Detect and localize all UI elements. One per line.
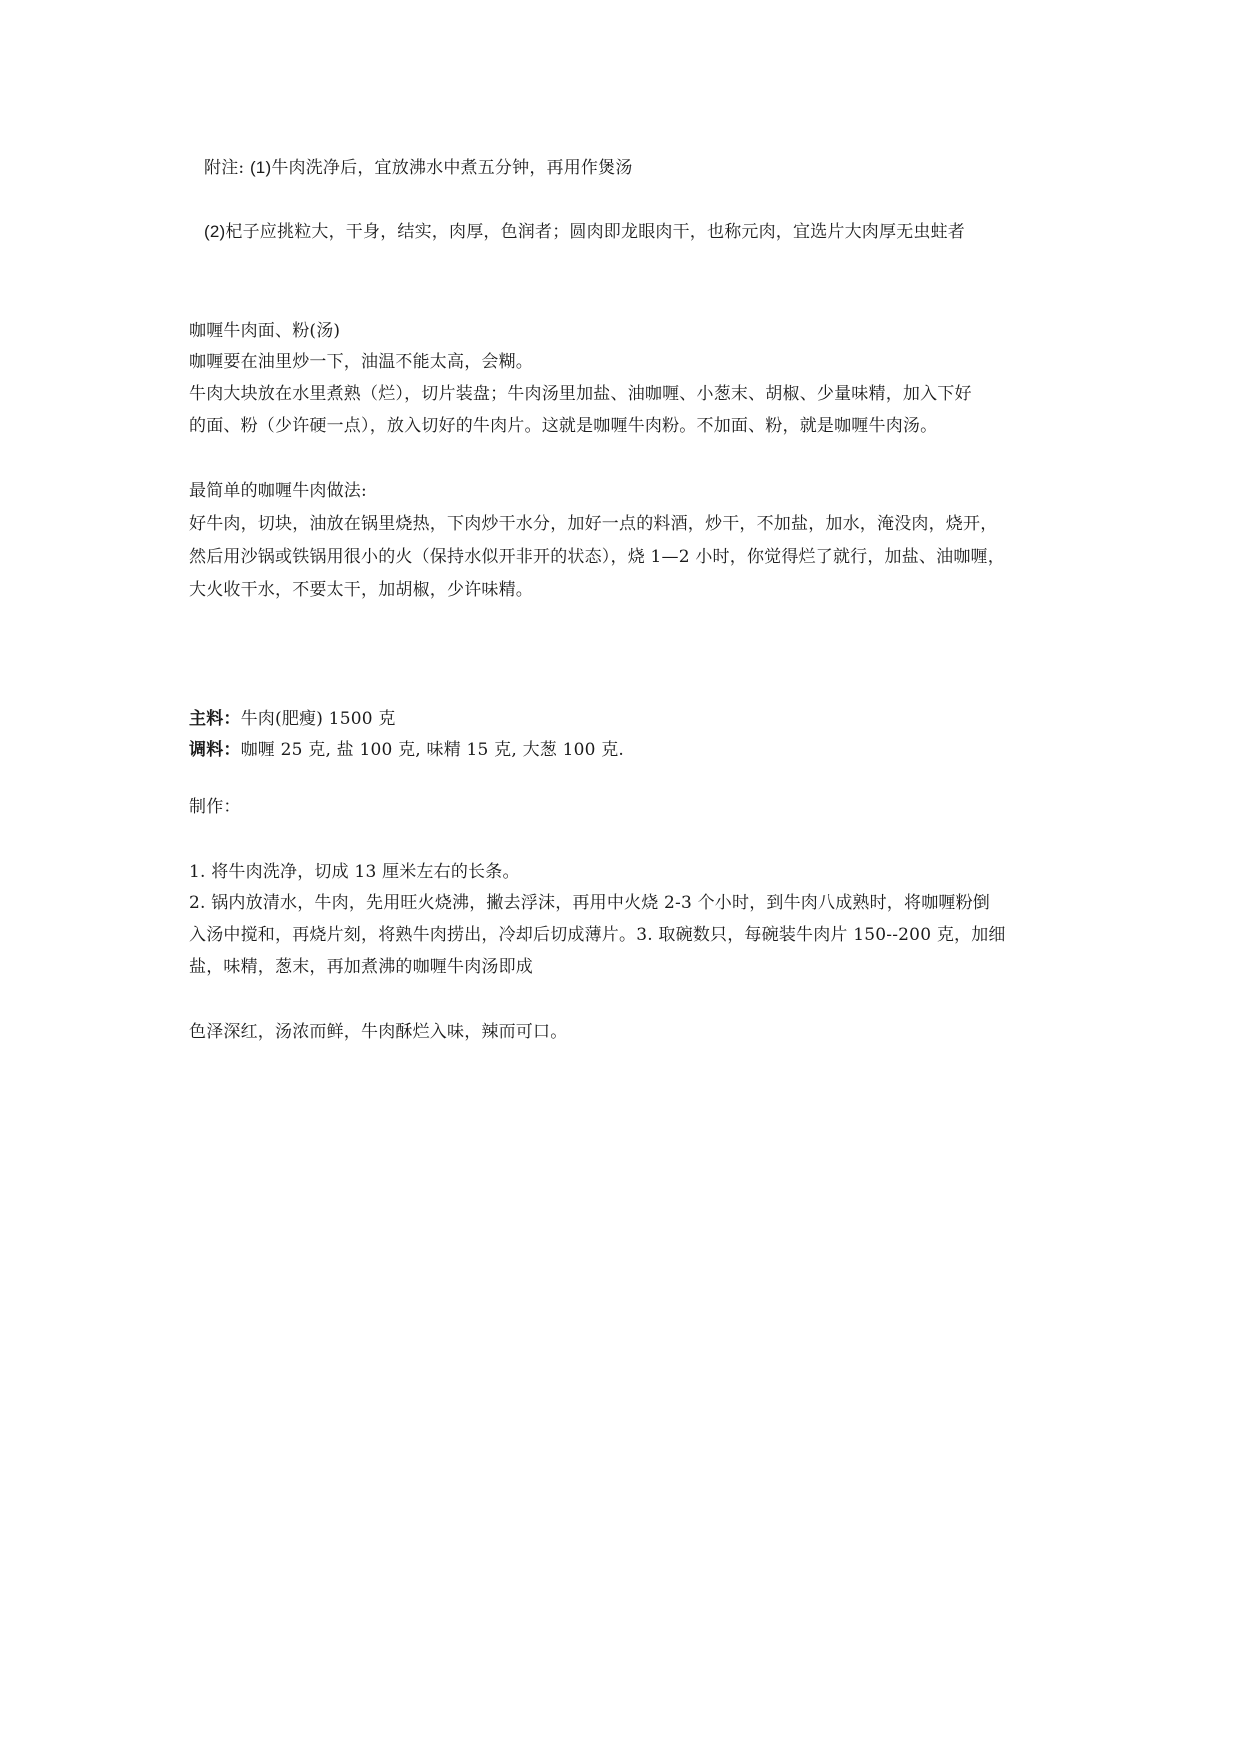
seasoning-value: 咖喱 25 克, 盐 100 克, 味精 15 克, 大葱 100 克.	[240, 740, 625, 760]
recipe2-line-2: 然后用沙锅或铁锅用很小的火（保持水似开非开的状态），烧 1—2 小时，你觉得烂了就行，加盐、油咖喱，	[189, 547, 1005, 567]
note-2	[204, 222, 965, 242]
seasoning-label: 调料：	[189, 740, 241, 760]
recipe2-line-1: 好牛肉，切块，油放在锅里烧热，下肉炒干水分，加好一点的料酒，炒干，不加盐，加水，淹没肉，烧开，	[189, 514, 998, 534]
recipe1-line-1: 咖喱要在油里炒一下，油温不能太高，会糊。	[189, 352, 533, 372]
main-ingredients-value: 牛肉(肥瘦) 1500 克	[240, 709, 396, 729]
step-line-4: 盐，味精，葱末，再加煮沸的咖喱牛肉汤即成	[189, 957, 533, 977]
note-2-text: 杞子应挑粒大，干身，结实，肉厚，色润者；圆肉即龙眼肉干，也称元肉，宜选片大肉厚无虫蛀者	[225, 222, 965, 242]
note-1-text: 牛肉洗净后，宜放沸水中煮五分钟，再用作煲汤	[271, 158, 633, 178]
summary: 色泽深红，汤浓而鲜，牛肉酥烂入味，辣而可口。	[189, 1022, 568, 1042]
note-2-number: (2)	[204, 222, 226, 241]
method-title: 制作：	[189, 797, 241, 817]
note-1-number: (1)	[249, 158, 272, 177]
recipe2-title: 最简单的咖喱牛肉做法:	[189, 481, 367, 501]
step-line-1: 1. 将牛肉洗净，切成 13 厘米左右的长条。	[189, 862, 520, 882]
step-line-2: 2. 锅内放清水，牛肉，先用旺火烧沸，撇去浮沫，再用中火烧 2-3 个小时，到牛肉八成熟时，将咖喱粉倒	[189, 893, 991, 913]
step-line-3: 入汤中搅和，再烧片刻，将熟牛肉捞出，冷却后切成薄片。3. 取碗数只，每碗装牛肉片 150--200 克，加细	[189, 925, 1006, 945]
main-ingredients	[189, 709, 396, 729]
recipe1-title: 咖喱牛肉面、粉(汤)	[189, 321, 341, 341]
note-1	[204, 158, 633, 178]
seasoning	[189, 740, 624, 760]
recipe1-line-2: 牛肉大块放在水里煮熟（烂），切片装盘；牛肉汤里加盐、油咖喱、小葱末、胡椒、少量味精，加入下好	[189, 384, 972, 404]
recipe1-line-3: 的面、粉（少许硬一点），放入切好的牛肉片。这就是咖喱牛肉粉。不加面、粉，就是咖喱牛肉汤。	[189, 416, 938, 436]
recipe2-line-3: 大火收干水，不要太干，加胡椒，少许味精。	[189, 580, 533, 600]
note-1-prefix: 附注:	[204, 158, 250, 178]
main-ingredients-label: 主料：	[189, 709, 241, 729]
